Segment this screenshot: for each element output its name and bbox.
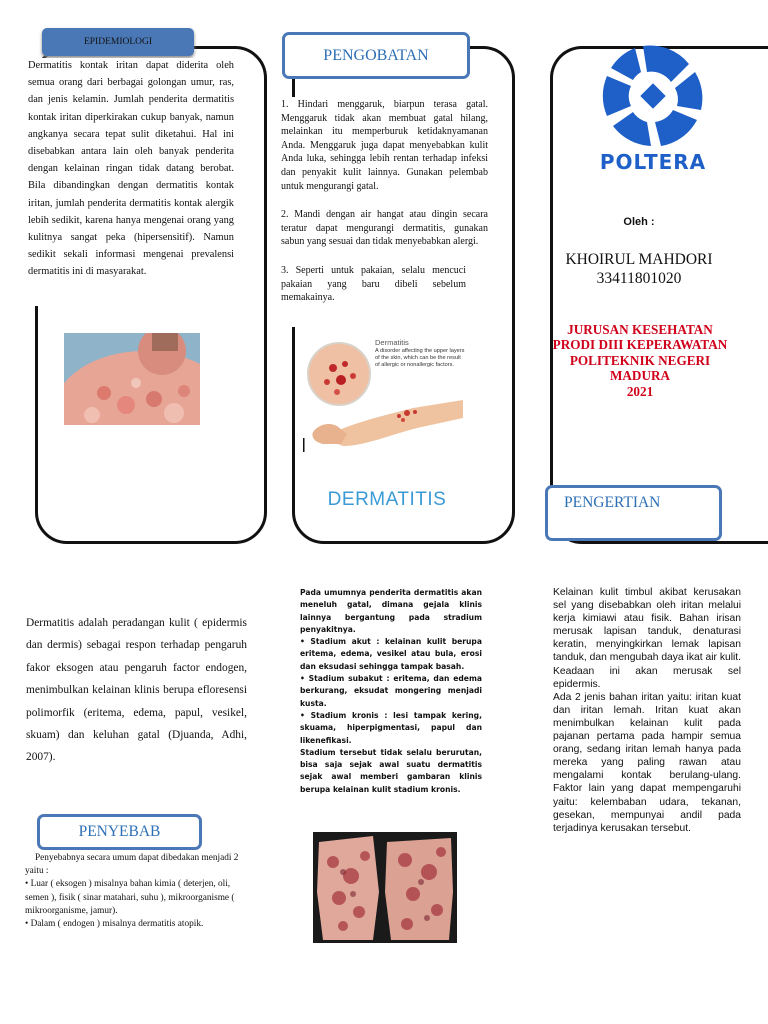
pengobatan-item-2: 2. Mandi dengan air hangat atau dingin secara teratur dapat mengurangi dermatitis, gunakan sabun yang sesuai dan tidak menyebabkan alergi. [281, 209, 488, 248]
stage-chronic: • Stadium kronis : lesi tampak kering, skuama, hiperpigmentasi, papul dan likenefikasi. [300, 710, 482, 745]
pengobatan-tab-label: PENGOBATAN [323, 46, 429, 64]
author-id: 33411801020 [596, 270, 682, 287]
stage-acute: • Stadium akut : kelainan kulit berupa eritema, edema, vesikel atau bula, erosi dan eksudasi sehingga tampak basah. [300, 637, 482, 671]
irritant-text-block [553, 586, 741, 835]
legs-rash-photo [313, 832, 457, 943]
by-label: Oleh : [623, 216, 655, 228]
cause-item-1: • Luar ( eksogen ) misalnya bahan kimia ( deterjen, oli, semen ), fisik ( sinar matahari, suhu ), mikroorganisme ( mikroorganisme, jamur). [25, 879, 235, 916]
institution-block [540, 322, 740, 399]
institution-line-1: JURUSAN KESEHATAN [567, 322, 713, 337]
pengobatan-item-3: 3. Seperti untuk pakaian, selalu mencuci pakaian yang baru dibeli sebelum memakainya. [281, 264, 466, 304]
poltera-logo [586, 44, 720, 174]
epidemiologi-tab [42, 28, 194, 56]
epidemiologi-tab-label: EPIDEMIOLOGI [83, 37, 153, 47]
figure-title: Dermatitis [375, 338, 409, 347]
author-name: KHOIRUL MAHDORI [565, 251, 713, 268]
penyebab-tab-label: PENYEBAB [78, 823, 161, 840]
pengobatan-list [281, 98, 488, 305]
institution-line-3: POLITEKNIK NEGERI [569, 352, 711, 368]
irritant-paragraph-1: Kelainan kulit timbul akibat kerusakan sel yang disebabkan oleh iritan melalui kerja kimiawi atau fisik. Bahan irisan merusak lapisan tanduk, denaturasi keratin, menyingkirkan lemak lapisan tanduk, dan mengubah daya ikat air kulit. Keadaan ini akan merusak sel epidermis. [553, 587, 741, 690]
epidemiologi-text: Dermatitis kontak iritan dapat diderita oleh semua orang dari berbagai golongan umur, ras, dan jenis kelamin. Jumlah penderita dermatitis kontak iritan diperkirakan cukup banyak, namun angkanya secara tepat sulit diketahui. Hal ini disebabkan antara lain oleh banyak penderita dengan kelainan ringan tidak datang berobat. Bila dibandingkan dengan dermatitis kontak iritan, jumlah penderita dermatitis kontak alergik lebih sedikit, karena hanya mengenai orang yang kulitnya sangat peka (hipersensitif). Namun sedikit sekali informasi mengenai prevalensi dermatitis ini di masyarakat. [28, 60, 234, 278]
symptoms-intro: Pada umumnya penderita dermatitis akan meneluh gatal, dimana gejala klinis lainnya bergantung pada stradium penyakitnya. [300, 588, 482, 634]
causes-block [25, 852, 239, 931]
pengertian-tab [545, 485, 722, 541]
definition-text: Dermatitis adalah peradangan kulit ( epidermis dan dermis) sebagai respon terhadap pengaruh fakor eksogen atau pengaruh factor endogen, menimbulkan kelainan klinis berupa efloresensi polimorfik (eritema, edema, papul, vesikel, skuam) dan keluhan gatal (Djuanda, Adhi, 2007). [26, 617, 247, 764]
institution-line-4: MADURA [609, 368, 671, 384]
penyebab-tab [37, 814, 202, 850]
poltera-logo-text: POLTERA [599, 150, 707, 174]
pengobatan-tab [282, 32, 470, 79]
pengertian-tab-label: PENGERTIAN [564, 494, 661, 511]
back-rash-photo [64, 333, 200, 425]
dermatitis-figure [303, 334, 469, 454]
symptoms-block [300, 587, 482, 796]
irritant-paragraph-2: Ada 2 jenis bahan iritan yaitu: iritan kuat dan iritan lemah. Iritan kuat akan menimbulkan kelainan kulit pada pajanan pertama pada hampir semua orang, sedang iritan lemah hanya pada mereka yang paling rawan atau mengalami kontak berulang-ulang. Faktor lain yang dapat mempengaruhi yaitu: kelembaban udara, tekanan, gesekan, mempunyai andil pada terjadinya kerusakan tersebut. [553, 691, 741, 834]
causes-intro: Penyebabnya secara umum dapat dibedakan menjadi 2 yaitu : [25, 853, 239, 877]
cover-title: DERMATITIS [327, 489, 447, 510]
institution-line-2: PRODI DIII KEPERAWATAN [552, 337, 728, 353]
institution-line-5: 2021 [626, 383, 654, 399]
stage-subacute: • Stadium subakut : eritema, dan edema berkurang, eksudat mongering menjadi kusta. [300, 674, 482, 708]
pengobatan-item-1: 1. Hindari menggaruk, biarpun terasa gatal. Menggaruk tidak akan membuat gatal hilang, melainkan itu memperburuk ketidaknyamanan Anda. Menggaruk juga dapat menyebabkan kulit Anda luka, sehingga lebih rentan terhadap infeksi dan penyakit kulit lainnya. Gunakan pelembab untuk mengurangi gatal. [281, 99, 488, 192]
stages-closing: Stadium tersebut tidak selalu berurutan, bisa saja sejak awal suatu dermatitis sejak awal memberi gambaran klinis berupa kelainan kulit stadium kronis. [300, 747, 482, 794]
figure-caption: A disorder affecting the upper layers of the skin, which can be the result of allergic or nonallergic factors. [375, 348, 465, 368]
cause-item-2: • Dalam ( endogen ) misalnya dermatitis atopik. [25, 919, 204, 930]
